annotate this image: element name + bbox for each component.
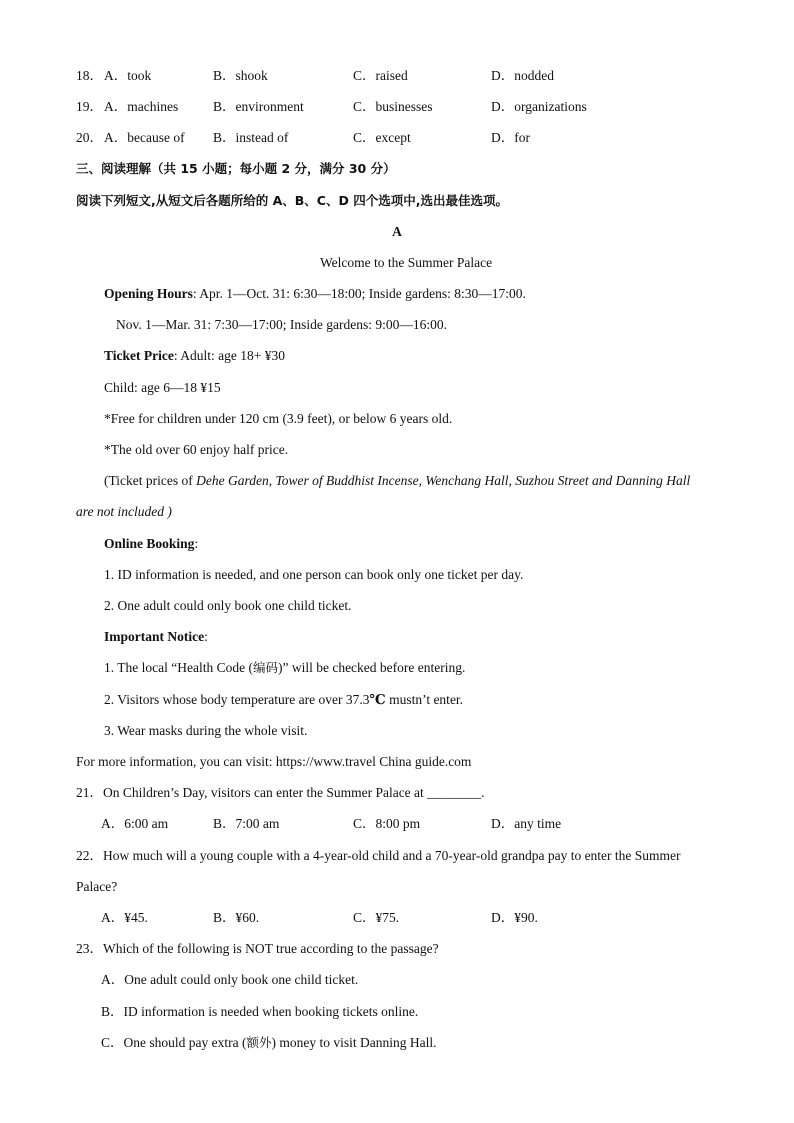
excluded-note [104,473,690,489]
notice-item [104,692,463,708]
option-c [101,1035,436,1051]
ticket-price-label: Ticket Price [104,348,174,363]
notice-text: 1. The local “Health Code ( [104,660,253,675]
option-b: B．shook [213,68,268,83]
celsius-unit: ℃ [369,692,386,707]
option-b: B．instead of [213,130,289,145]
important-notice-label: Important Notice [104,629,205,644]
more-info: For more information, you can visit: https://www.travel China guide.com [76,754,472,769]
question-22-stem-cont: Palace? [76,879,118,894]
passage-title: Welcome to the Summer Palace [320,255,493,270]
question-22-stem [76,848,681,864]
option-c: C．businesses [353,99,433,114]
opening-hours-winter: Nov. 1—Mar. 31: 7:30—17:00; Inside gardens: 9:00—16:00. [116,317,447,332]
ticket-price-adult: : Adult: age 18+ ¥30 [173,348,285,363]
option-d: D．organizations [491,99,587,114]
option-c: C．¥75. [353,910,400,925]
option-text: ) money to visit Danning Hall. [271,1035,437,1050]
booking-item: 2. One adult could only book one child ticket. [104,598,352,613]
question-text: How much will a young couple with a 4-year-old child and a 70-year-old grandpa pay to enter the Summer [103,848,681,863]
excluded-suffix: are not included ) [76,504,172,519]
notice-text: mustn’t enter. [385,692,464,707]
question-23-stem [76,941,439,957]
option-d: D．for [491,130,530,145]
question-text: Which of the following is NOT true according to the passage? [103,941,439,956]
option-c: C．except [353,130,411,145]
ticket-price-child: Child: age 6—18 ¥15 [104,380,221,395]
notice-text: )” will be checked before entering. [277,660,466,675]
opening-hours-label: Opening Hours [104,286,193,301]
option-c: C．raised [353,68,408,83]
option-text: C．One should pay extra ( [101,1035,247,1050]
option-cjk-gloss: 额外 [246,1035,272,1050]
option-a: A．One adult could only book one child ticket. [101,972,359,987]
question-text: On Children’s Day, visitors can enter the Summer Palace at ________. [103,785,485,800]
option-d: D．any time [491,816,562,831]
option-a: A．machines [104,99,179,114]
online-booking-label: Online Booking [104,536,195,551]
question-number: 18． [76,68,103,83]
opening-hours-summer: : Apr. 1—Oct. 31: 6:30—18:00; Inside gardens: 8:30—17:00. [192,286,526,301]
option-b: B．environment [213,99,304,114]
option-a: A．took [104,68,152,83]
notice-text: 2. Visitors whose body temperature are over 37.3 [104,692,370,707]
free-note: *Free for children under 120 cm (3.9 feet), or below 6 years old. [104,411,453,426]
old-note: *The old over 60 enjoy half price. [104,442,289,457]
option-b: B．¥60. [213,910,260,925]
option-b: B．ID information is needed when booking tickets online. [101,1004,419,1019]
option-d: D．nodded [491,68,554,83]
excluded-places: Dehe Garden, Tower of Buddhist Incense, Wenchang Hall, Suzhou Street and Danning Hall [196,473,691,488]
booking-item: 1. ID information is needed, and one person can book only one ticket per day. [104,567,524,582]
question-21-stem [76,785,485,801]
important-notice-colon: : [204,629,208,644]
notice-item: 3. Wear masks during the whole visit. [104,723,308,738]
notice-item [104,660,465,676]
option-d: D．¥90. [491,910,538,925]
section-heading: 三、阅读理解（共 15 小题；每小题 2 分，满分 30 分） [76,161,396,176]
notice-cjk-gloss: 编码 [252,660,278,675]
section-instruction: 阅读下列短文,从短文后各题所给的 A、B、C、D 四个选项中,选出最佳选项。 [76,193,508,208]
online-booking-heading [104,536,198,552]
ticket-price-line [104,348,285,364]
option-c: C．8:00 pm [353,816,421,831]
opening-hours-line [104,286,526,302]
question-number: 21． [76,785,103,800]
option-a: A．¥45. [101,910,148,925]
option-a: A．6:00 am [101,816,169,831]
online-booking-colon: : [194,536,199,551]
excluded-prefix: (Ticket prices of [104,473,197,488]
important-notice-heading [104,629,208,645]
option-b: B．7:00 am [213,816,280,831]
question-number: 19． [76,99,103,114]
option-a: A．because of [104,130,185,145]
passage-letter: A [392,224,402,239]
question-number: 23． [76,941,103,956]
question-number: 22． [76,848,103,863]
question-number: 20． [76,130,103,145]
